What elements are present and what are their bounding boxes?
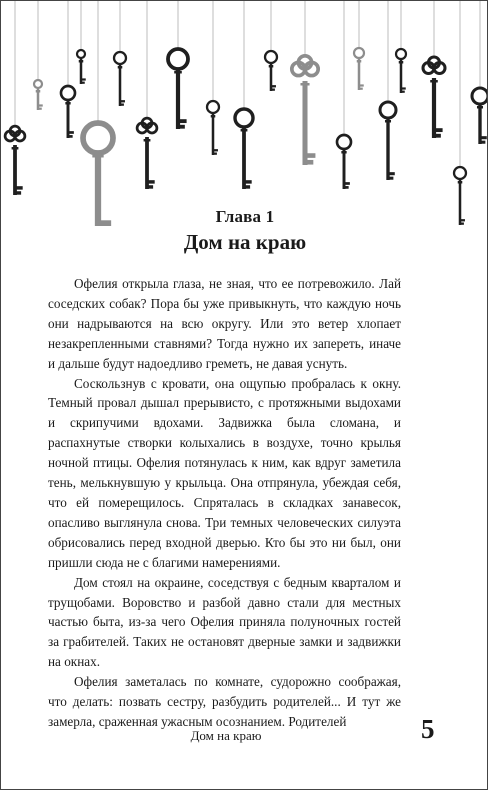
key-icon bbox=[472, 1, 488, 144]
paragraph: Дом стоял на окраине, соседствуя с бедным кварталом и трущобами. Воровство и разбой давно стали для местных частью быта, из-за чего Офелия приняла полуночных гостей за грабителей. Таких не остановят дверные замки и задвижки на окнах. bbox=[48, 574, 401, 670]
chapter-number: Глава 1 bbox=[215, 207, 275, 226]
key-icon bbox=[423, 1, 445, 138]
key-icon bbox=[207, 1, 219, 155]
key-icon bbox=[114, 1, 126, 106]
key-icon bbox=[235, 1, 253, 189]
key-icon bbox=[168, 1, 188, 129]
key-icon bbox=[292, 1, 318, 165]
key-icon bbox=[454, 1, 466, 225]
paragraph: Соскользнув с кровати, она ощупью пробралась к окну. Темный провал дышал прерывисто, с протяжными выдохами и скрипучими вдохами. Задвижка была сломана, и распахнутые створки колыхались в воздухе, точно крылья ночной птицы. Офелия потянулась к ним, как вдруг заметила тень, мелькнувшую у крыльца. Она отпрянула, убеждая себя, что ей померещилось. Спряталась в складках занавесок, опасливо выглянула снова. Три темных человеческих силуэта обрисовались перед входной дверью. Кто бы это ни был, они пришли сюда не с благими намерениями. bbox=[48, 375, 401, 570]
key-icon bbox=[265, 1, 277, 91]
key-icon bbox=[396, 1, 406, 93]
key-icon bbox=[61, 1, 75, 138]
page-number: 5 bbox=[421, 714, 435, 744]
key-icon bbox=[5, 1, 25, 195]
key-icon bbox=[77, 1, 86, 84]
key-icon bbox=[354, 1, 364, 90]
key-icon bbox=[137, 1, 157, 189]
paragraph: Офелия открыла глаза, не зная, что ее потревожило. Лай соседских собак? Пора бы уже привыкнуть, что каждую ночь они надрываются на всю округу. Или это ветер хлопает незакрепленными ставнями? Тогда нужно их запереть, иначе и дальше будут надоедливо греметь, не давая уснуть. bbox=[48, 276, 401, 371]
key-icon bbox=[380, 1, 396, 180]
chapter-body bbox=[48, 274, 401, 732]
running-title: Дом на краю bbox=[190, 728, 262, 743]
key-icon bbox=[83, 1, 113, 226]
key-icon bbox=[337, 1, 351, 189]
hanging-keys-icon bbox=[1, 1, 488, 226]
chapter-title: Дом на краю bbox=[183, 230, 307, 254]
key-icon bbox=[34, 1, 43, 110]
paragraph: Офелия заметалась по комнате, судорожно соображая, что делать: позвать сестру, разбудить родителей... И тут же замерла, сраженная ужасным осознанием. Родителей bbox=[48, 674, 401, 729]
